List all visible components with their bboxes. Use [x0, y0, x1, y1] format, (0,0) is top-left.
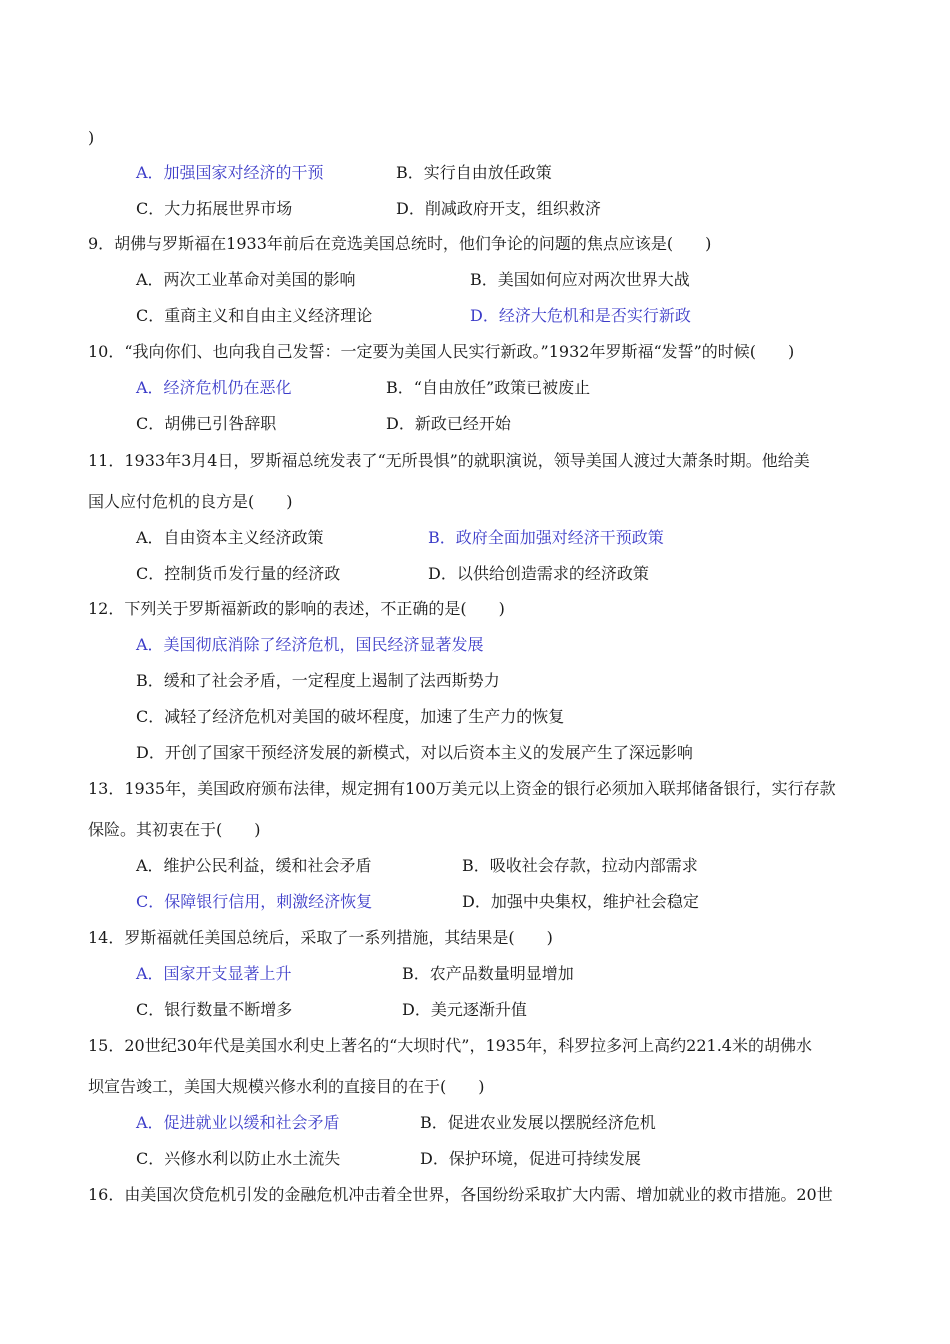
q16-stem: 16．由美国次贷危机引发的金融危机冲击着全世界，各国纷纷采取扩大内需、增加就业的救市措施。20世: [88, 1185, 833, 1204]
q15-stem-line2: 坝宣告竣工，美国大规模兴修水利的直接目的在于( ): [88, 1077, 485, 1096]
q9-option-a: A．两次工业革命对美国的影响: [136, 270, 356, 289]
q12-option-c: C．减轻了经济危机对美国的破坏程度，加速了生产力的恢复: [136, 707, 565, 726]
q8-option-d: D．削减政府开支，组织救济: [396, 199, 601, 218]
q11-option-a: A．自由资本主义经济政策: [136, 528, 324, 547]
q12-option-b: B．缓和了社会矛盾，一定程度上遏制了法西斯势力: [136, 671, 500, 690]
previous-question-closing-paren: ): [88, 128, 95, 147]
q13-stem-line1: 13．1935年，美国政府颁布法律，规定拥有100万美元以上资金的银行必须加入联邦储备银行，实行存款: [88, 779, 836, 798]
q11-option-c: C．控制货币发行量的经济政: [136, 564, 341, 583]
q12-option-d: D．开创了国家干预经济发展的新模式，对以后资本主义的发展产生了深远影响: [136, 743, 693, 762]
q13-option-a: A．维护公民利益，缓和社会矛盾: [136, 856, 372, 875]
q14-option-b: B．农产品数量明显增加: [402, 964, 574, 983]
q14-option-a: A．国家开支显著上升: [136, 964, 292, 983]
q10-option-a: A．经济危机仍在恶化: [136, 378, 292, 397]
q15-option-d: D．保护环境，促进可持续发展: [420, 1149, 641, 1168]
q15-option-b: B．促进农业发展以摆脱经济危机: [420, 1113, 656, 1132]
q10-option-c: C．胡佛已引咎辞职: [136, 414, 277, 433]
q14-option-c: C．银行数量不断增多: [136, 1000, 293, 1019]
q12-option-a: A．美国彻底消除了经济危机，国民经济显著发展: [136, 635, 484, 654]
q10-option-b: B．“自由放任”政策已被废止: [386, 378, 591, 397]
q15-option-a: A．促进就业以缓和社会矛盾: [136, 1113, 340, 1132]
q11-stem-line1: 11．1933年3月4日，罗斯福总统发表了“无所畏惧”的就职演说，领导美国人渡过大萧条时期。他给美: [88, 451, 810, 470]
q8-option-c: C．大力拓展世界市场: [136, 199, 293, 218]
q15-stem-line1: 15．20世纪30年代是美国水利史上著名的“大坝时代”，1935年，科罗拉多河上高约221.4米的胡佛水: [88, 1036, 812, 1055]
q12-stem: 12．下列关于罗斯福新政的影响的表述，不正确的是( ): [88, 599, 505, 618]
q11-stem-line2: 国人应付危机的良方是( ): [88, 492, 293, 511]
q9-option-d: D．经济大危机和是否实行新政: [470, 306, 691, 325]
q10-option-d: D．新政已经开始: [386, 414, 511, 433]
q11-option-b: B．政府全面加强对经济干预政策: [428, 528, 664, 547]
q8-option-a: A．加强国家对经济的干预: [136, 163, 324, 182]
q14-option-d: D．美元逐渐升值: [402, 1000, 527, 1019]
q9-option-b: B．美国如何应对两次世界大战: [470, 270, 690, 289]
q13-stem-line2: 保险。其初衷在于( ): [88, 820, 261, 839]
q13-option-d: D．加强中央集权，维护社会稳定: [462, 892, 699, 911]
q13-option-b: B．吸收社会存款，拉动内部需求: [462, 856, 698, 875]
q13-option-c: C．保障银行信用，刺激经济恢复: [136, 892, 373, 911]
q15-option-c: C．兴修水利以防止水土流失: [136, 1149, 341, 1168]
q9-option-c: C．重商主义和自由主义经济理论: [136, 306, 373, 325]
q8-option-b: B．实行自由放任政策: [396, 163, 552, 182]
q10-stem: 10．“我向你们、也向我自己发誓：一定要为美国人民实行新政。”1932年罗斯福“发誓”的时候( ): [88, 342, 795, 361]
q9-stem: 9．胡佛与罗斯福在1933年前后在竞选美国总统时，他们争论的问题的焦点应该是( ): [88, 234, 712, 253]
q14-stem: 14．罗斯福就任美国总统后，采取了一系列措施，其结果是( ): [88, 928, 553, 947]
q11-option-d: D．以供给创造需求的经济政策: [428, 564, 649, 583]
